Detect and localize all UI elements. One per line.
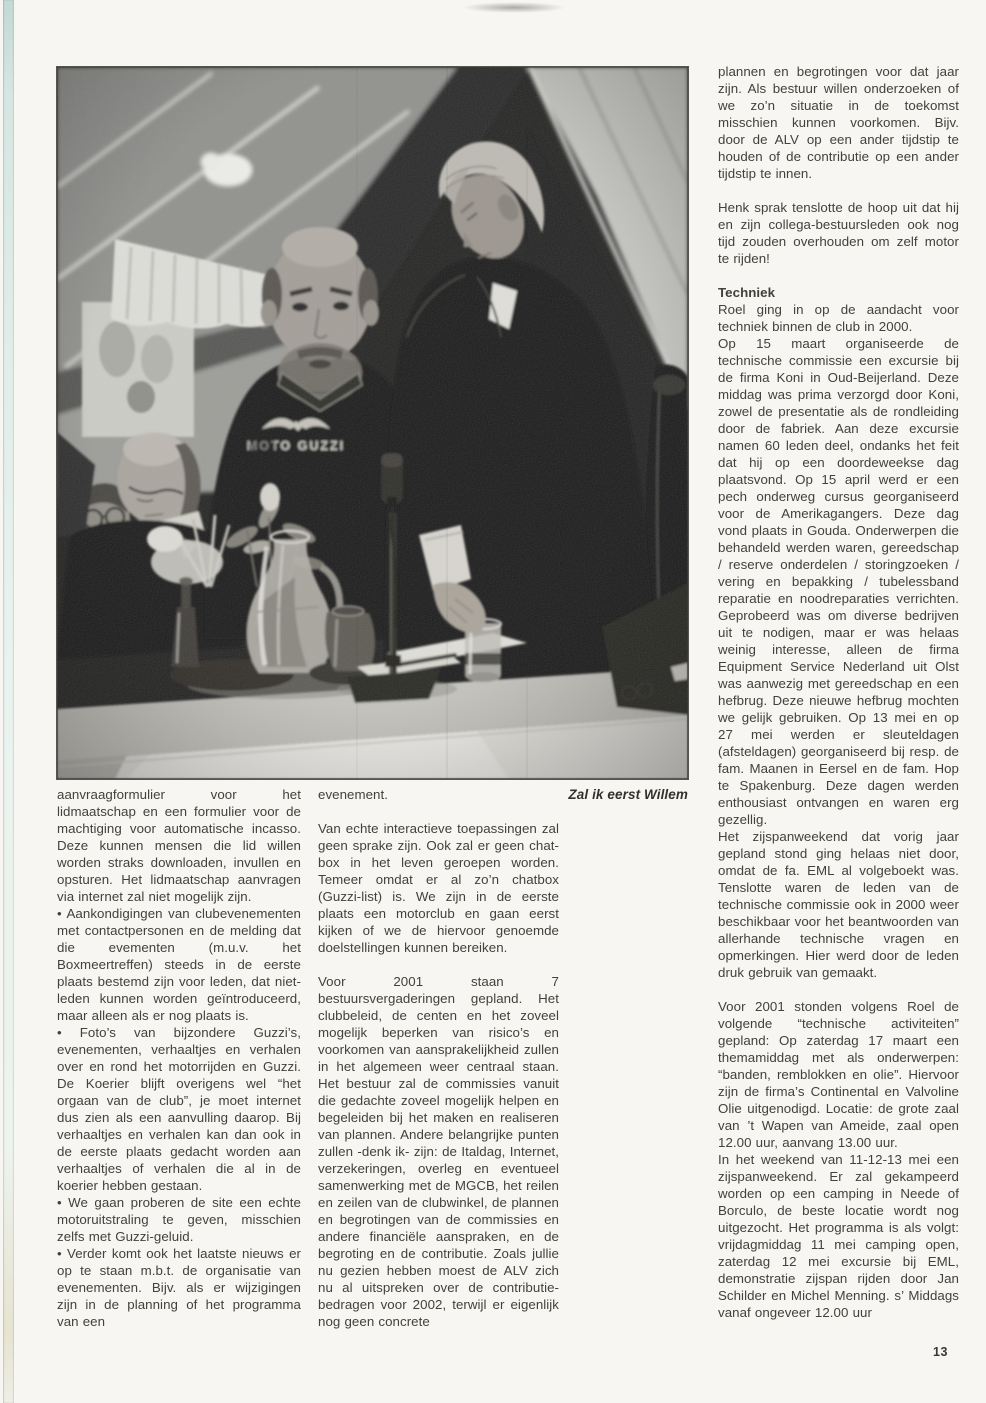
paragraph: Van echte interactieve toepassingen zal geen sprake zijn. Ook zal er geen chat-box in het leven geroepen worden. Temeer omdat er al zo’n chatbox (Guzzi-list) is. We zijn in de eerste plaats een motorclub en gaan eerst kijken of we de hiervoor genoemde doelstellingen kunnen bereiken. bbox=[318, 821, 559, 955]
column-left bbox=[57, 786, 301, 1330]
column-right bbox=[718, 63, 959, 1321]
meeting-photo bbox=[57, 67, 688, 779]
paragraph: Roel ging in op de aandacht voor techniek binnen de club in 2000. bbox=[718, 302, 959, 334]
meeting-photo-illustration bbox=[57, 67, 688, 779]
page-number: 13 bbox=[933, 1345, 948, 1359]
section-heading: Techniek bbox=[718, 285, 776, 300]
paragraph: In het weekend van 11-12-13 mei een zijspanweekend. Er zal gekampeerd worden op een camping in Neede of Borculo, de beste locatie wordt nog uitgezocht. Het programma is als volgt: vrijdagmiddag 11 mei camping open, zaterdag 12 mei excursie bij EML, demonstratie zijspan rijden door Jan Schilder en Michel Menning. s’ Middags vanaf ongeveer 12.00 uur bbox=[718, 1152, 959, 1320]
scan-smudge bbox=[462, 2, 566, 13]
paragraph: Het zijspanweekend dat vorig jaar gepland stond ging helaas niet door, omdat de fa. EML al volgeboekt was. Tenslotte waren de leden van de technische commissie ook in 2000 weer beschikbaar voor het beantwoorden van allerhande technische vragen en opmerkingen. Hier werd door de leden druk gebruik van gemaakt. bbox=[718, 829, 959, 980]
paragraph: aanvraagformulier voor het lidmaatschap en een formulier voor de machtiging voor automatische incasso. Deze kunnen mensen die lid willen worden straks downloaden, invullen en opsturen. Het lidmaatschap aanvragen via internet zal niet mogelijk zijn. bbox=[57, 787, 301, 904]
paragraph: Voor 2001 stonden volgens Roel de volgende “technische activiteiten” gepland: Op zaterdag 17 maart een themamiddag met als onderwerpen: “banden, remblokken en olie”. Hiervoor zijn de firma’s Continental en Valvoline Olie uitgenodigd. Locatie: de grote zaal van ’t Wapen van Ameide, zaal open 12.00 uur, aanvang 13.00 uur. bbox=[718, 999, 959, 1150]
paragraph: • We gaan proberen de site een echte motoruitstraling te geven, misschien zelfs met Guzzi-geluid. bbox=[57, 1195, 301, 1244]
photo-caption: Zal ik eerst Willem bbox=[568, 787, 688, 802]
paragraph: Voor 2001 staan 7 bestuursvergaderingen gepland. Het clubbeleid, de centen en het zoveel mogelijk beperken van risico’s en voorkomen van aansprakelijkheid zullen in het algemeen weer centraal staan. Het bestuur zal de commissies vanuit die gedachte zoveel mogelijk helpen en begeleiden bij het maken en realiseren van plannen. Andere belangrijke punten zullen -denk ik- zijn: de Italdag, Internet, verzekeringen, overleg en eventueel samenwerking met de MGCB, het reilen en zeilen van de clubwinkel, de plannen en begrotingen van de commissies en andere financiële aanspraken, en de begroting en de contributie. Zoals jullie nu gezien hebben moest de ALV zich nu al uitspreken over de contributie-bedragen voor 2002, terwijl er eigenlijk nog geen concrete bbox=[318, 974, 559, 1329]
paragraph: evenement. bbox=[318, 787, 388, 802]
paragraph: • Foto’s van bijzondere Guzzi’s, evenementen, verhaaltjes en verhalen over en rond het motorrijden en Guzzi. De Koerier blijft overigens wel “het orgaan van de club”, je moet internet dus zien als een aanvulling daarop. Bij verhaaltjes en verhalen kan dan ook in de eerste plaats gedacht worden aan verhaaltjes of verhalen die al in de koerier hebben gestaan. bbox=[57, 1025, 301, 1193]
paragraph: • Verder komt ook het laatste nieuws er op te staan m.b.t. de organisatie van evenementen. Bijv. als er wijzigingen zijn in de planning of het programma van een bbox=[57, 1246, 301, 1329]
column-middle bbox=[318, 786, 559, 1330]
paragraph: Op 15 maart organiseerde de technische commissie een excursie bij de firma Koni in Oud-Beijerland. Deze middag was prima verzorgd door Koni, zowel de presentatie als de rondleiding door de fabriek. Aan deze excursie namen 60 leden deel, ondanks het feit dat hij op een doordeweekse dag plaatsvond. Op 15 april werd er een pech onderweg cursus georganiseerd voor de Amerikagangers. Deze dag vond plaats in Gouda. Onderwerpen die behandeld werden waren, gereedschap / reserve onderdelen / storingzoeken / vering en bepakking / tubelessband reparatie en noodreparaties verrichten. Geprobeerd was om diverse bedrijven uit te nodigen, maar er was helaas weinig interesse, alleen de firma Equipment Service Nederland uit Olst was aanwezig met gereedschap en een hefbrug. Deze nieuwe hefbrug mochten we gelijk gebruiken. Op 13 mei en op 27 mei werden er sleuteldagen (afsteldagen) georganiseerd bij resp. de fam. Maanen in Eersel en de fam. Hop te Spakenburg. Deze dagen werden enthousiast ontvangen en waren erg gezellig. bbox=[718, 336, 959, 827]
paragraph: Henk sprak tenslotte de hoop uit dat hij en zijn collega-bestuursleden ook nog tijd zouden overhouden om zelf motor te rijden! bbox=[718, 200, 959, 266]
paragraph: • Aankondigingen van clubevenementen met contactpersonen en de melding dat die evementen (m.u.v. het Boxmeertreffen) steeds in de eerste plaats bestemd zijn voor leden, dat niet-leden kunnen worden geïntroduceerd, maar alleen als er nog plaats is. bbox=[57, 906, 301, 1023]
paragraph: plannen en begrotingen voor dat jaar zijn. Als bestuur willen onderzoeken of we zo’n situatie in de toekomst misschien kunnen voorkomen. Bijv. door de ALV op een ander tijdstip te houden of de contributie op een ander tijdstip te innen. bbox=[718, 64, 959, 181]
left-accent-bar bbox=[3, 0, 14, 1403]
